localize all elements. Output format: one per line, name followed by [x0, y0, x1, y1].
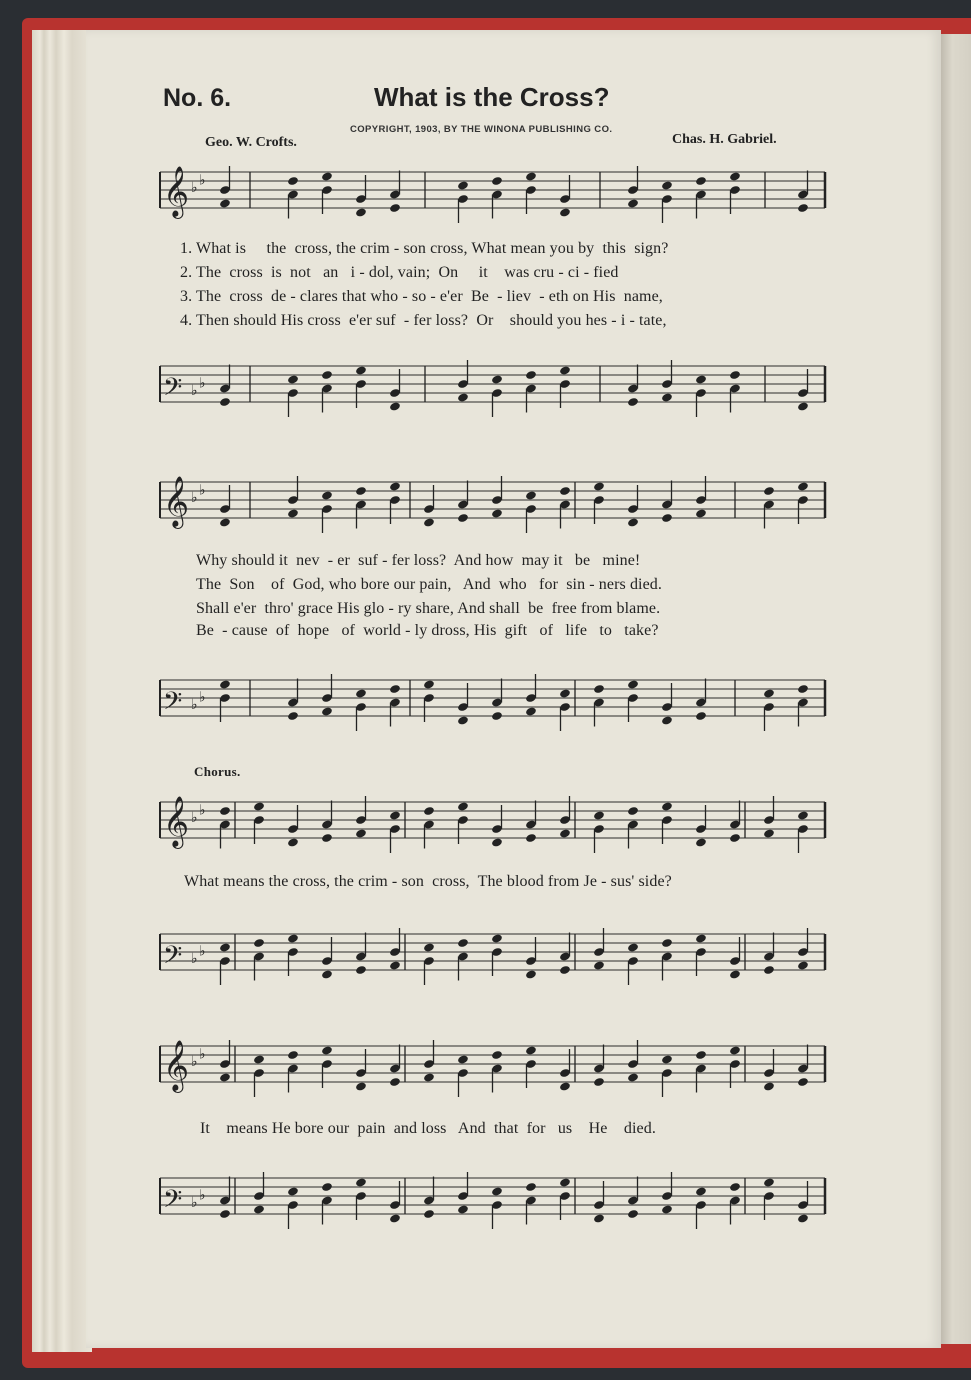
- page-edges: [32, 30, 92, 1352]
- staff-system-2-bass: [155, 668, 835, 728]
- svg-text:𝄞: 𝄞: [163, 476, 190, 527]
- svg-text:𝄢: 𝄢: [163, 941, 183, 976]
- svg-text:♭: ♭: [199, 375, 206, 392]
- chorus-label: Chorus.: [194, 764, 241, 779]
- svg-text:♭: ♭: [199, 689, 206, 706]
- verse-line-3: 3. The cross de - clares that who - so - e'er Be - liev - eth on His name,: [180, 288, 663, 305]
- verse-line-8: Be - cause of hope of world - ly dross, His gift of life to take?: [196, 622, 659, 639]
- svg-text:𝄢: 𝄢: [163, 373, 183, 408]
- svg-text:𝄢: 𝄢: [163, 1185, 183, 1220]
- staff-system-3-bass: [155, 922, 835, 982]
- hymn-number: No. 6.: [163, 84, 232, 112]
- svg-text:♭: ♭: [199, 172, 206, 189]
- svg-text:♭: ♭: [191, 489, 198, 506]
- svg-text:♭: ♭: [191, 382, 198, 399]
- svg-text:♭: ♭: [191, 179, 198, 196]
- svg-text:♭: ♭: [199, 802, 206, 819]
- staff-system-1-bass: [155, 354, 835, 414]
- svg-text:♭: ♭: [199, 1187, 206, 1204]
- composer-credit: Chas. H. Gabriel.: [672, 132, 777, 147]
- svg-text:𝄞: 𝄞: [163, 796, 190, 847]
- svg-text:♭: ♭: [191, 696, 198, 713]
- svg-text:♭: ♭: [199, 943, 206, 960]
- svg-text:♭: ♭: [191, 1053, 198, 1070]
- verse-line-2: 2. The cross is not an i - dol, vain; On it was cru - ci - fied: [180, 264, 619, 281]
- staff-system-1-treble: [155, 160, 835, 220]
- lyricist-credit: Geo. W. Crofts.: [205, 135, 297, 150]
- verse-line-7: Shall e'er thro' grace His glo - ry share, And shall be free from blame.: [196, 600, 661, 617]
- chorus-line-2: It means He bore our pain and loss And that for us He died.: [200, 1120, 656, 1137]
- copyright-notice: COPYRIGHT, 1903, BY THE WINONA PUBLISHING CO.: [350, 124, 613, 135]
- svg-text:𝄢: 𝄢: [163, 687, 183, 722]
- svg-text:♭: ♭: [191, 1194, 198, 1211]
- svg-text:♭: ♭: [199, 482, 206, 499]
- staff-system-4-bass: [155, 1166, 835, 1226]
- hymn-title: What is the Cross?: [374, 82, 610, 112]
- verse-line-1: 1. What is the cross, the crim - son cross, What mean you by this sign?: [180, 240, 669, 257]
- svg-text:𝄞: 𝄞: [163, 166, 190, 217]
- svg-text:♭: ♭: [191, 809, 198, 826]
- verse-line-5: Why should it nev - er suf - fer loss? And how may it be mine!: [196, 552, 641, 569]
- staff-system-4-treble: [155, 1034, 835, 1094]
- chorus-line-1: What means the cross, the crim - son cross, The blood from Je - sus' side?: [184, 873, 672, 890]
- svg-text:♭: ♭: [191, 950, 198, 967]
- staff-system-2-treble: [155, 470, 835, 530]
- svg-text:𝄞: 𝄞: [163, 1040, 190, 1091]
- svg-text:♭: ♭: [199, 1046, 206, 1063]
- facing-page-edge: [940, 34, 971, 1344]
- verse-line-6: The Son of God, who bore our pain, And who for sin - ners died.: [196, 576, 663, 593]
- verse-line-4: 4. Then should His cross e'er suf - fer loss? Or should you hes - i - tate,: [180, 312, 667, 329]
- staff-system-3-treble: [155, 790, 835, 850]
